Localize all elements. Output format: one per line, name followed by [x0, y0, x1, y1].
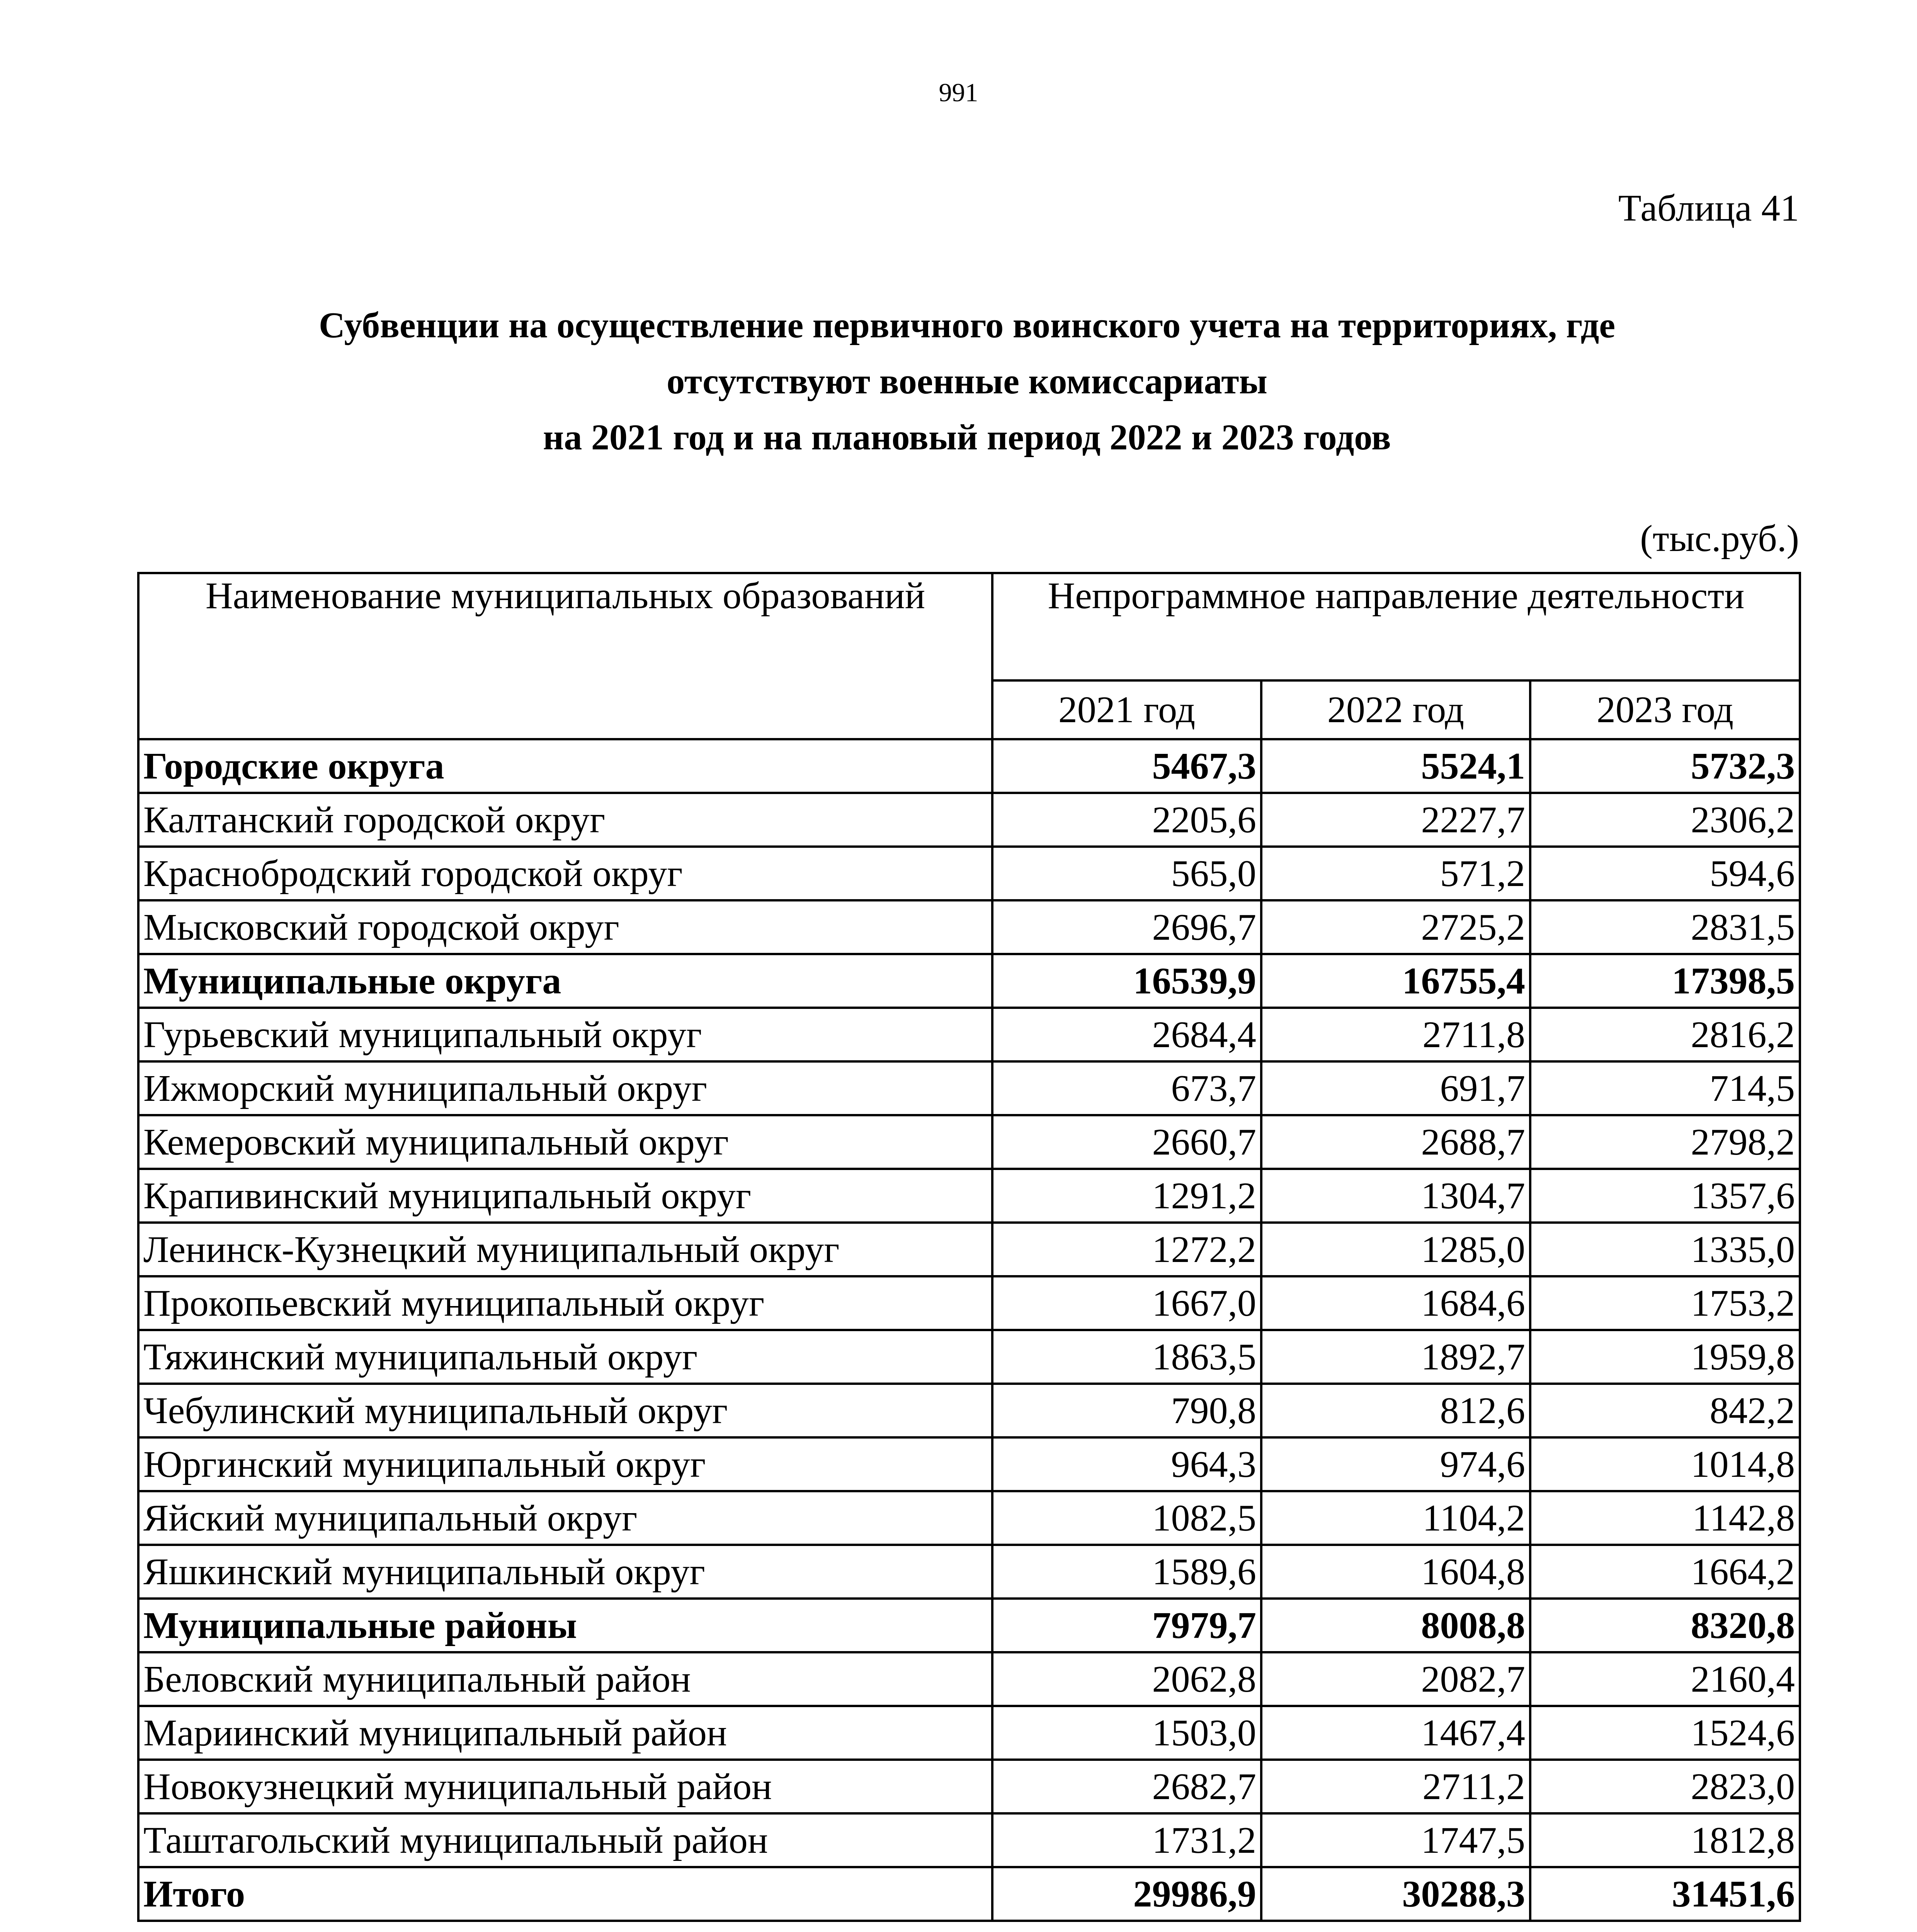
- table-row: [138, 1115, 1800, 1169]
- document-title: [137, 298, 1797, 466]
- value-2023-cell: 1014,8: [1530, 1437, 1800, 1491]
- value-2023-cell: 2816,2: [1530, 1008, 1800, 1061]
- municipality-name-cell: Новокузнецкий муниципальный район: [138, 1760, 992, 1813]
- value-2022-cell: 16755,4: [1261, 954, 1530, 1008]
- municipality-name-cell: Гурьевский муниципальный округ: [138, 1008, 992, 1061]
- table-row: [138, 1760, 1800, 1813]
- table-row: [138, 793, 1800, 847]
- table-row: [138, 1008, 1800, 1061]
- municipality-name-cell: Яшкинский муниципальный округ: [138, 1545, 992, 1599]
- value-2022-cell: 2688,7: [1261, 1115, 1530, 1169]
- value-2022-cell: 30288,3: [1261, 1867, 1530, 1921]
- value-2022-cell: 1747,5: [1261, 1813, 1530, 1867]
- value-2023-cell: 1357,6: [1530, 1169, 1800, 1223]
- value-2022-cell: 2082,7: [1261, 1652, 1530, 1706]
- value-2022-cell: 8008,8: [1261, 1599, 1530, 1652]
- value-2021-cell: 29986,9: [992, 1867, 1261, 1921]
- value-2021-cell: 1863,5: [992, 1330, 1261, 1384]
- value-2022-cell: 2711,8: [1261, 1008, 1530, 1061]
- municipality-name-cell: Юргинский муниципальный округ: [138, 1437, 992, 1491]
- value-2021-cell: 1589,6: [992, 1545, 1261, 1599]
- table-subtotal-row: [138, 1599, 1800, 1652]
- value-2023-cell: 2160,4: [1530, 1652, 1800, 1706]
- value-2021-cell: 2682,7: [992, 1760, 1261, 1813]
- municipality-name-cell: Чебулинский муниципальный округ: [138, 1384, 992, 1437]
- table-row: [138, 1437, 1800, 1491]
- municipality-name-cell: Мариинский муниципальный район: [138, 1706, 992, 1760]
- header-year-2021: 2021 год: [992, 680, 1261, 739]
- value-2021-cell: 1291,2: [992, 1169, 1261, 1223]
- value-2021-cell: 1503,0: [992, 1706, 1261, 1760]
- value-2021-cell: 1272,2: [992, 1223, 1261, 1276]
- table-subtotal-row: [138, 739, 1800, 793]
- value-2021-cell: 7979,7: [992, 1599, 1261, 1652]
- value-2023-cell: 2823,0: [1530, 1760, 1800, 1813]
- table-row: [138, 1652, 1800, 1706]
- value-2021-cell: 2684,4: [992, 1008, 1261, 1061]
- value-2021-cell: 964,3: [992, 1437, 1261, 1491]
- value-2023-cell: 594,6: [1530, 847, 1800, 900]
- municipality-name-cell: Ленинск-Кузнецкий муниципальный округ: [138, 1223, 992, 1276]
- value-2022-cell: 571,2: [1261, 847, 1530, 900]
- table-row: [138, 1330, 1800, 1384]
- table-row: [138, 1169, 1800, 1223]
- value-2023-cell: 1142,8: [1530, 1491, 1800, 1545]
- value-2022-cell: 974,6: [1261, 1437, 1530, 1491]
- municipality-name-cell: Итого: [138, 1867, 992, 1921]
- municipality-name-cell: Прокопьевский муниципальный округ: [138, 1276, 992, 1330]
- value-2023-cell: 1524,6: [1530, 1706, 1800, 1760]
- municipality-name-cell: Ижморский муниципальный округ: [138, 1061, 992, 1115]
- table-row: [138, 1706, 1800, 1760]
- table-row: [138, 900, 1800, 954]
- municipality-name-cell: Городские округа: [138, 739, 992, 793]
- value-2023-cell: 2306,2: [1530, 793, 1800, 847]
- value-2023-cell: 17398,5: [1530, 954, 1800, 1008]
- municipality-name-cell: Муниципальные округа: [138, 954, 992, 1008]
- table-row: [138, 847, 1800, 900]
- table-row: [138, 1384, 1800, 1437]
- municipality-name-cell: Яйский муниципальный округ: [138, 1491, 992, 1545]
- value-2023-cell: 1753,2: [1530, 1276, 1800, 1330]
- municipality-name-cell: Крапивинский муниципальный округ: [138, 1169, 992, 1223]
- value-2022-cell: 812,6: [1261, 1384, 1530, 1437]
- value-2021-cell: 565,0: [992, 847, 1261, 900]
- value-2021-cell: 2062,8: [992, 1652, 1261, 1706]
- value-2022-cell: 1467,4: [1261, 1706, 1530, 1760]
- table-row: [138, 1223, 1800, 1276]
- value-2023-cell: 1812,8: [1530, 1813, 1800, 1867]
- value-2022-cell: 5524,1: [1261, 739, 1530, 793]
- value-2023-cell: 5732,3: [1530, 739, 1800, 793]
- value-2022-cell: 2227,7: [1261, 793, 1530, 847]
- table-row: [138, 1813, 1800, 1867]
- value-2023-cell: 1959,8: [1530, 1330, 1800, 1384]
- subventions-table: [137, 572, 1801, 1922]
- title-line: на 2021 год и на плановый период 2022 и 2023 годов: [543, 417, 1391, 457]
- municipality-name-cell: Беловский муниципальный район: [138, 1652, 992, 1706]
- municipality-name-cell: Краснобродский городской округ: [138, 847, 992, 900]
- page-number: 991: [939, 78, 978, 107]
- value-2023-cell: 2798,2: [1530, 1115, 1800, 1169]
- value-2022-cell: 2711,2: [1261, 1760, 1530, 1813]
- value-2022-cell: 691,7: [1261, 1061, 1530, 1115]
- header-year-2023: 2023 год: [1530, 680, 1800, 739]
- value-2022-cell: 1604,8: [1261, 1545, 1530, 1599]
- value-2023-cell: 8320,8: [1530, 1599, 1800, 1652]
- header-name-column: Наименование муниципальных образований: [138, 573, 992, 739]
- table-row: [138, 1545, 1800, 1599]
- value-2021-cell: 673,7: [992, 1061, 1261, 1115]
- table-row: [138, 1491, 1800, 1545]
- value-2022-cell: 2725,2: [1261, 900, 1530, 954]
- table-row: [138, 1061, 1800, 1115]
- value-2021-cell: 2660,7: [992, 1115, 1261, 1169]
- value-2021-cell: 2205,6: [992, 793, 1261, 847]
- table-body: [138, 739, 1800, 1921]
- value-2023-cell: 31451,6: [1530, 1867, 1800, 1921]
- value-2021-cell: 5467,3: [992, 739, 1261, 793]
- value-2021-cell: 790,8: [992, 1384, 1261, 1437]
- value-2022-cell: 1285,0: [1261, 1223, 1530, 1276]
- table-subtotal-row: [138, 954, 1800, 1008]
- title-line: Субвенции на осуществление первичного воинского учета на территориях, где: [318, 305, 1616, 345]
- table-caption: Таблица 41: [1618, 187, 1799, 229]
- value-2022-cell: 1104,2: [1261, 1491, 1530, 1545]
- value-2021-cell: 2696,7: [992, 900, 1261, 954]
- value-2023-cell: 2831,5: [1530, 900, 1800, 954]
- units-label: (тыс.руб.): [1640, 518, 1799, 560]
- title-line: отсутствуют военные комиссариаты: [667, 361, 1267, 401]
- value-2021-cell: 16539,9: [992, 954, 1261, 1008]
- value-2021-cell: 1667,0: [992, 1276, 1261, 1330]
- value-2023-cell: 1335,0: [1530, 1223, 1800, 1276]
- municipality-name-cell: Муниципальные районы: [138, 1599, 992, 1652]
- municipality-name-cell: Калтанский городской округ: [138, 793, 992, 847]
- header-group-column: Непрограммное направление деятельности: [992, 573, 1800, 680]
- value-2021-cell: 1731,2: [992, 1813, 1261, 1867]
- municipality-name-cell: Тяжинский муниципальный округ: [138, 1330, 992, 1384]
- value-2023-cell: 842,2: [1530, 1384, 1800, 1437]
- table-row: [138, 1276, 1800, 1330]
- value-2023-cell: 714,5: [1530, 1061, 1800, 1115]
- value-2021-cell: 1082,5: [992, 1491, 1261, 1545]
- table-header: [138, 573, 1800, 739]
- header-year-2022: 2022 год: [1261, 680, 1530, 739]
- table-subtotal-row: [138, 1867, 1800, 1921]
- municipality-name-cell: Кемеровский муниципальный округ: [138, 1115, 992, 1169]
- value-2022-cell: 1684,6: [1261, 1276, 1530, 1330]
- municipality-name-cell: Мысковский городской округ: [138, 900, 992, 954]
- value-2022-cell: 1892,7: [1261, 1330, 1530, 1384]
- value-2023-cell: 1664,2: [1530, 1545, 1800, 1599]
- value-2022-cell: 1304,7: [1261, 1169, 1530, 1223]
- municipality-name-cell: Таштагольский муниципальный район: [138, 1813, 992, 1867]
